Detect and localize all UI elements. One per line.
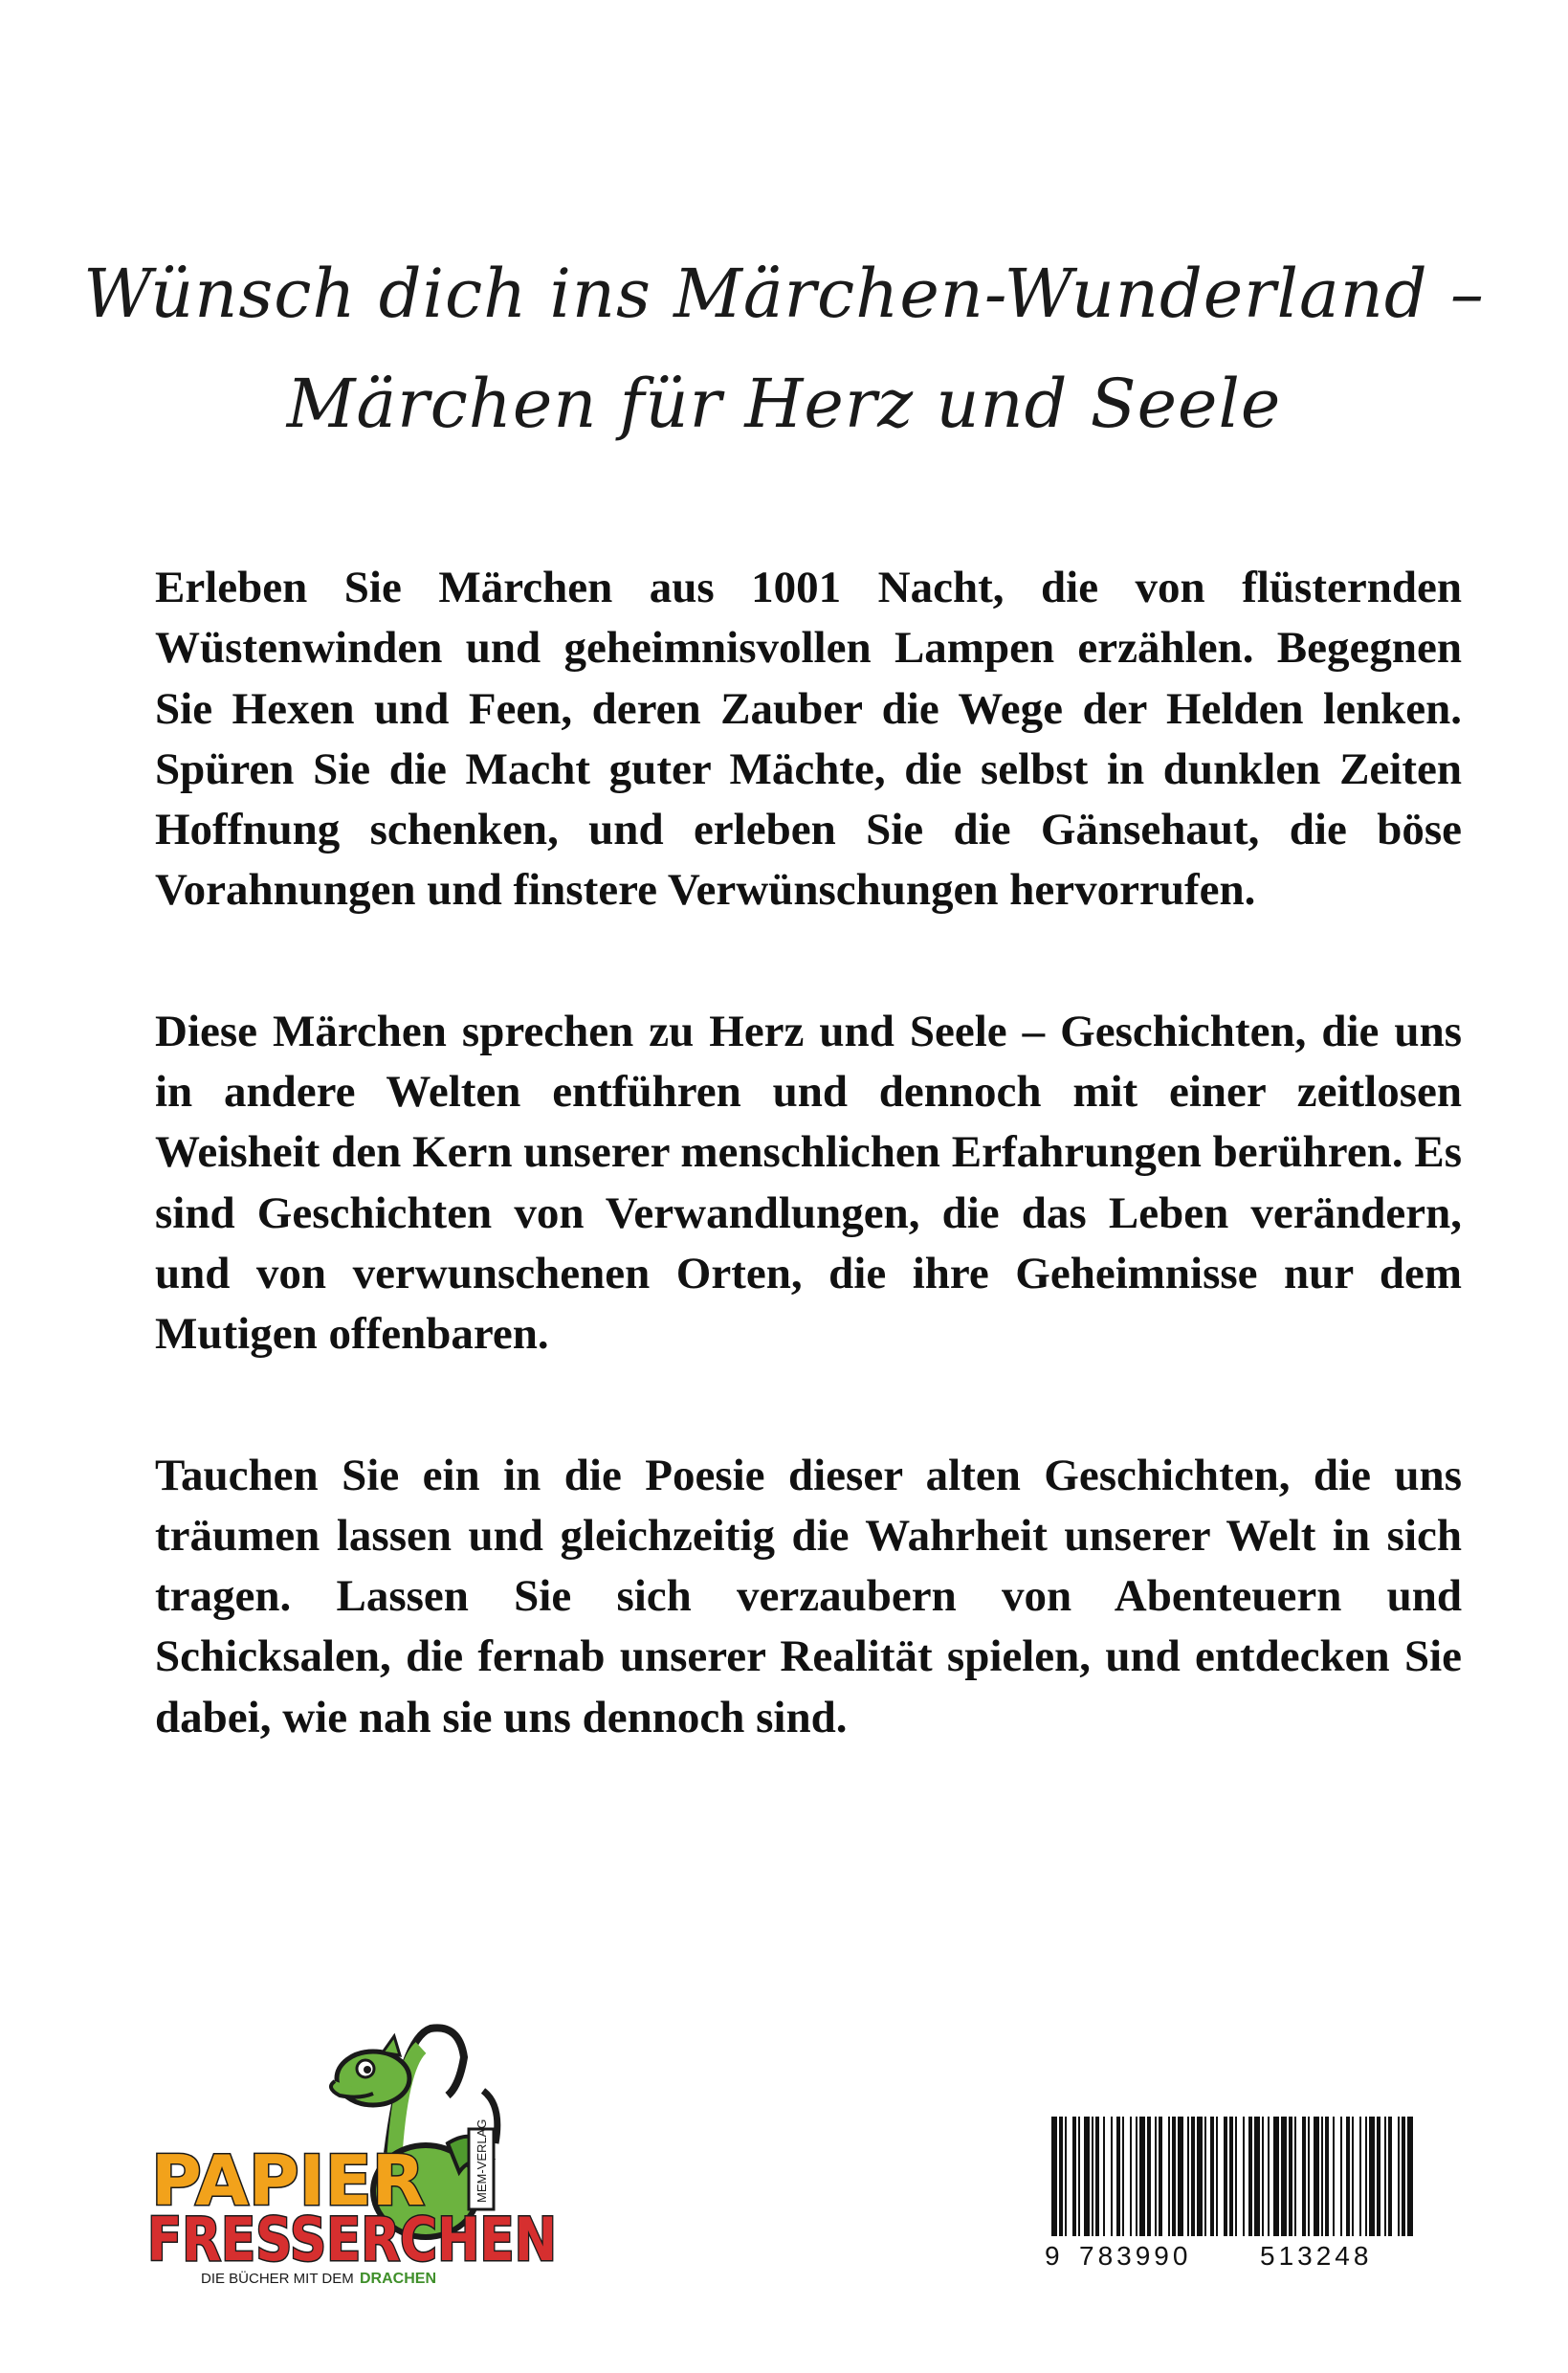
barcode-bar-11 <box>1122 2117 1124 2236</box>
barcode-bar-2 <box>1065 2117 1067 2236</box>
barcode-bar-55 <box>1402 2117 1405 2236</box>
logo-tagline-prefix: DIE BÜCHER MIT DEM <box>201 2271 354 2287</box>
blurb-paragraph-3: Tauchen Sie ein in die Poesie dieser alten Geschichten, die uns träumen lassen und gleichzeitig die Wahrheit unserer Welt in sich tragen. Lassen Sie sich verzaubern von Abenteuern und Schicksalen, die fernab unserer Realität spielen, und entdecken Sie dabei, wie nah sie uns dennoch sind. <box>155 1450 1462 1742</box>
barcode-bar-16 <box>1155 2117 1157 2236</box>
isbn-digit-group-2: 783990 <box>1079 2241 1192 2271</box>
barcode-bar-8 <box>1103 2117 1105 2236</box>
barcode-bar-46 <box>1346 2117 1350 2236</box>
barcode-bar-21 <box>1187 2117 1189 2236</box>
barcode-bar-49 <box>1365 2117 1367 2236</box>
barcode-bar-47 <box>1352 2117 1354 2236</box>
barcode-bar-50 <box>1369 2117 1375 2236</box>
barcode-bar-13 <box>1136 2117 1137 2236</box>
barcode-bar-18 <box>1168 2117 1170 2236</box>
barcode-bar-0 <box>1051 2117 1057 2236</box>
logo-word-papier: PAPIER <box>151 2140 426 2221</box>
barcode-bar-24 <box>1204 2117 1206 2236</box>
logo-word-fresserchen: FRESSERCHEN <box>147 2205 557 2274</box>
barcode-bar-12 <box>1130 2117 1132 2236</box>
barcode-bar-23 <box>1197 2117 1203 2236</box>
barcode-bar-54 <box>1398 2117 1400 2236</box>
book-title <box>0 239 1568 459</box>
title-line-2: Märchen für Herz und Seele <box>286 365 1282 443</box>
barcode-bar-3 <box>1072 2117 1076 2236</box>
logo-side-label: MEM-VERLAG <box>475 2118 489 2203</box>
barcode-bar-42 <box>1321 2117 1323 2236</box>
barcode-bar-39 <box>1302 2117 1306 2236</box>
barcode-bar-20 <box>1178 2117 1183 2236</box>
barcode-bar-26 <box>1216 2117 1218 2236</box>
barcode-bar-6 <box>1092 2117 1093 2236</box>
barcode-bar-1 <box>1059 2117 1063 2236</box>
title-line-1: Wünsch dich ins Märchen-Wunderland – <box>83 255 1485 333</box>
barcode-bar-29 <box>1235 2117 1237 2236</box>
barcode-bar-44 <box>1333 2117 1335 2236</box>
barcode-bar-40 <box>1308 2117 1310 2236</box>
barcode-bar-15 <box>1147 2117 1151 2236</box>
barcode-bar-27 <box>1224 2117 1227 2236</box>
barcode-bar-38 <box>1294 2117 1296 2236</box>
dragon-logo-icon <box>144 2000 574 2287</box>
logo-tagline-highlight: DRACHEN <box>360 2271 436 2287</box>
blurb-paragraph-1: Erleben Sie Märchen aus 1001 Nacht, die von flüsternden Wüstenwinden und geheimnisvollen Lampen erzählen. Begegnen Sie Hexen und Feen, deren Zauber die Wege der Helden lenken. Spüren Sie die Macht guter Mächte, die selbst in dunklen Zeiten Hoffnung schenken, und erleben Sie die Gänsehaut, die böse Vorahnungen und finstere Verwünschungen hervorrufen. <box>155 563 1462 916</box>
isbn-digit-group-3: 513248 <box>1260 2241 1373 2271</box>
barcode-bar-43 <box>1325 2117 1329 2236</box>
barcode-bar-5 <box>1084 2117 1090 2236</box>
barcode-bar-25 <box>1210 2117 1214 2236</box>
barcode-bar-30 <box>1243 2117 1245 2236</box>
publisher-logo <box>144 2000 574 2287</box>
blurb-paragraph-2: Diese Märchen sprechen zu Herz und Seele – Geschichten, die uns in andere Welten entführen und dennoch mit einer zeitlosen Weisheit den Kern unserer menschlichen Erfahrungen berühren. Es sind Geschichten von Verwandlungen, die das Leben verändern, und von verwunschenen Orten, die ihre Geheimnisse nur dem Mutigen offenbaren. <box>155 1006 1462 1360</box>
barcode-bar-34 <box>1268 2117 1270 2236</box>
barcode-bar-4 <box>1078 2117 1080 2236</box>
barcode-bar-53 <box>1388 2117 1392 2236</box>
barcode-bar-51 <box>1377 2117 1380 2236</box>
barcode-bar-56 <box>1407 2117 1413 2236</box>
barcode-bar-10 <box>1116 2117 1120 2236</box>
barcode-bar-45 <box>1340 2117 1342 2236</box>
barcode-bar-33 <box>1262 2117 1264 2236</box>
barcode-bar-17 <box>1159 2117 1162 2236</box>
barcode-bar-37 <box>1289 2117 1292 2236</box>
barcode-bar-14 <box>1139 2117 1145 2236</box>
barcode-bar-32 <box>1254 2117 1260 2236</box>
barcode-bar-48 <box>1359 2117 1361 2236</box>
barcode-bar-28 <box>1229 2117 1233 2236</box>
barcode-bar-9 <box>1111 2117 1113 2236</box>
barcode-bar-41 <box>1314 2117 1319 2236</box>
blurb <box>155 558 1462 1829</box>
barcode-bars <box>1049 2117 1421 2236</box>
barcode-bar-52 <box>1384 2117 1386 2236</box>
barcode-bar-7 <box>1095 2117 1099 2236</box>
barcode-bar-35 <box>1273 2117 1279 2236</box>
isbn-barcode <box>1049 2117 1421 2236</box>
barcode-bar-19 <box>1172 2117 1176 2236</box>
barcode-bar-22 <box>1191 2117 1195 2236</box>
barcode-bar-31 <box>1248 2117 1252 2236</box>
isbn-digit-group-1: 9 <box>1045 2241 1060 2271</box>
barcode-bar-36 <box>1281 2117 1287 2236</box>
